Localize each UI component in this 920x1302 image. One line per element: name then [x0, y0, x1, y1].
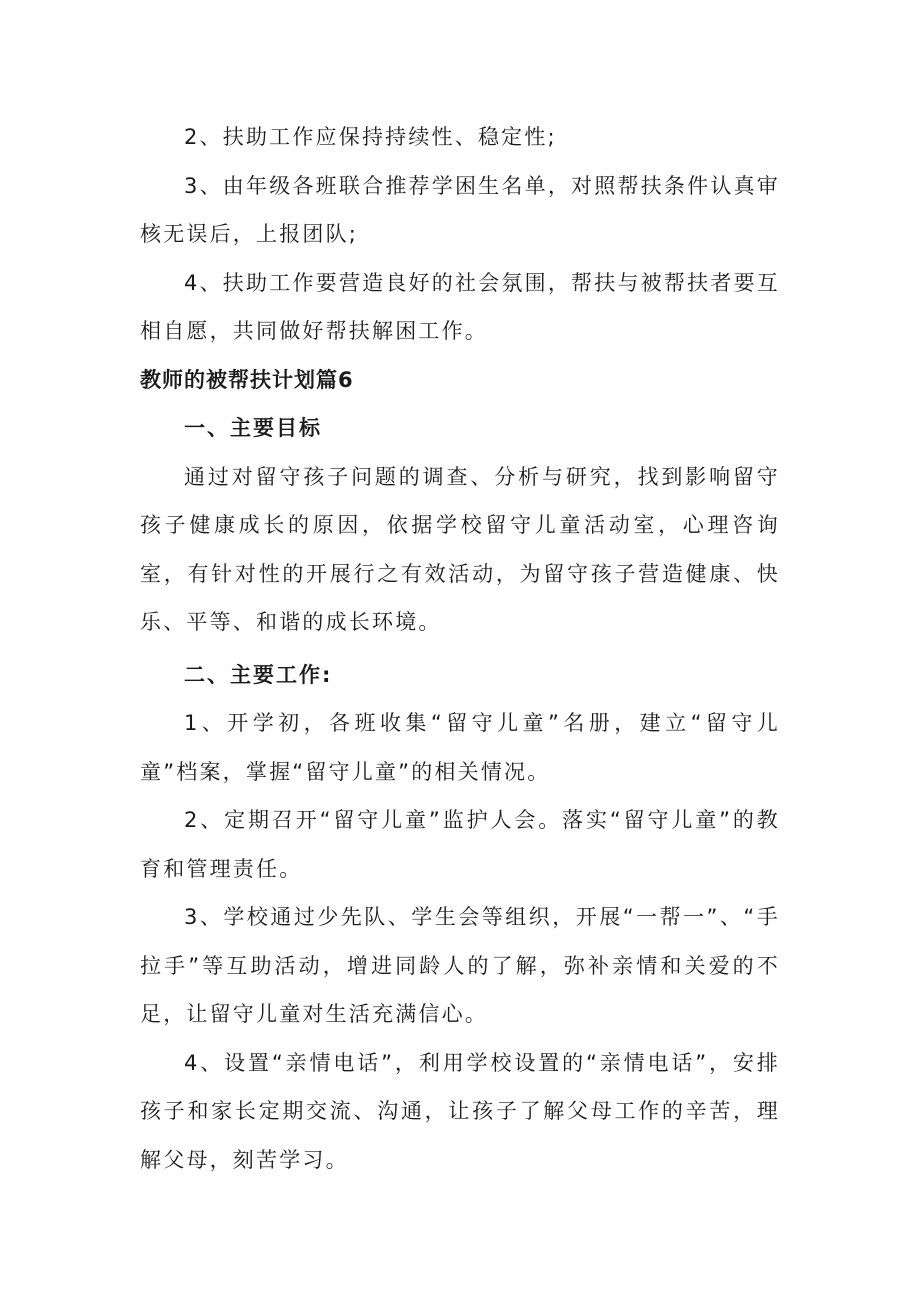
paragraph-item-3: 3、由年级各班联合推荐学困生名单，对照帮扶条件认真审核无误后，上报团队;	[140, 173, 780, 246]
work-item-2: 2、定期召开“留守儿童”监护人会。落实“留守儿童”的教育和管理责任。	[140, 808, 780, 881]
goals-paragraph: 通过对留守孩子问题的调查、分析与研究，找到影响留守孩子健康成长的原因，依据学校留守儿童活动室，心理咨询室，有针对性的开展行之有效活动，为留守孩子营造健康、快乐、平等、和谐的成长环境。	[140, 464, 780, 634]
section-title: 教师的被帮扶计划篇6	[140, 367, 354, 392]
work-item-4: 4、设置“亲情电话”，利用学校设置的“亲情电话”，安排孩子和家长定期交流、沟通，让孩子了解父母工作的辛苦，理解父母，刻苦学习。	[140, 1050, 780, 1172]
subsection-title-work: 二、主要工作:	[184, 662, 333, 687]
work-item-3: 3、学校通过少先队、学生会等组织，开展“一帮一”、“手拉手”等互助活动，增进同龄人的了解，弥补亲情和关爱的不足，让留守儿童对生活充满信心。	[140, 905, 780, 1026]
subsection-title-goals: 一、主要目标	[184, 416, 322, 440]
document-body	[140, 113, 780, 1184]
paragraph-item-2: 2、扶助工作应保持持续性、稳定性;	[184, 125, 557, 149]
paragraph-item-4: 4、扶助工作要营造良好的社会氛围，帮扶与被帮扶者要互相自愿，共同做好帮扶解困工作。	[140, 270, 780, 343]
work-item-1: 1、开学初，各班收集“留守儿童”名册，建立“留守儿童”档案，掌握“留守儿童”的相关情况。	[140, 711, 780, 784]
